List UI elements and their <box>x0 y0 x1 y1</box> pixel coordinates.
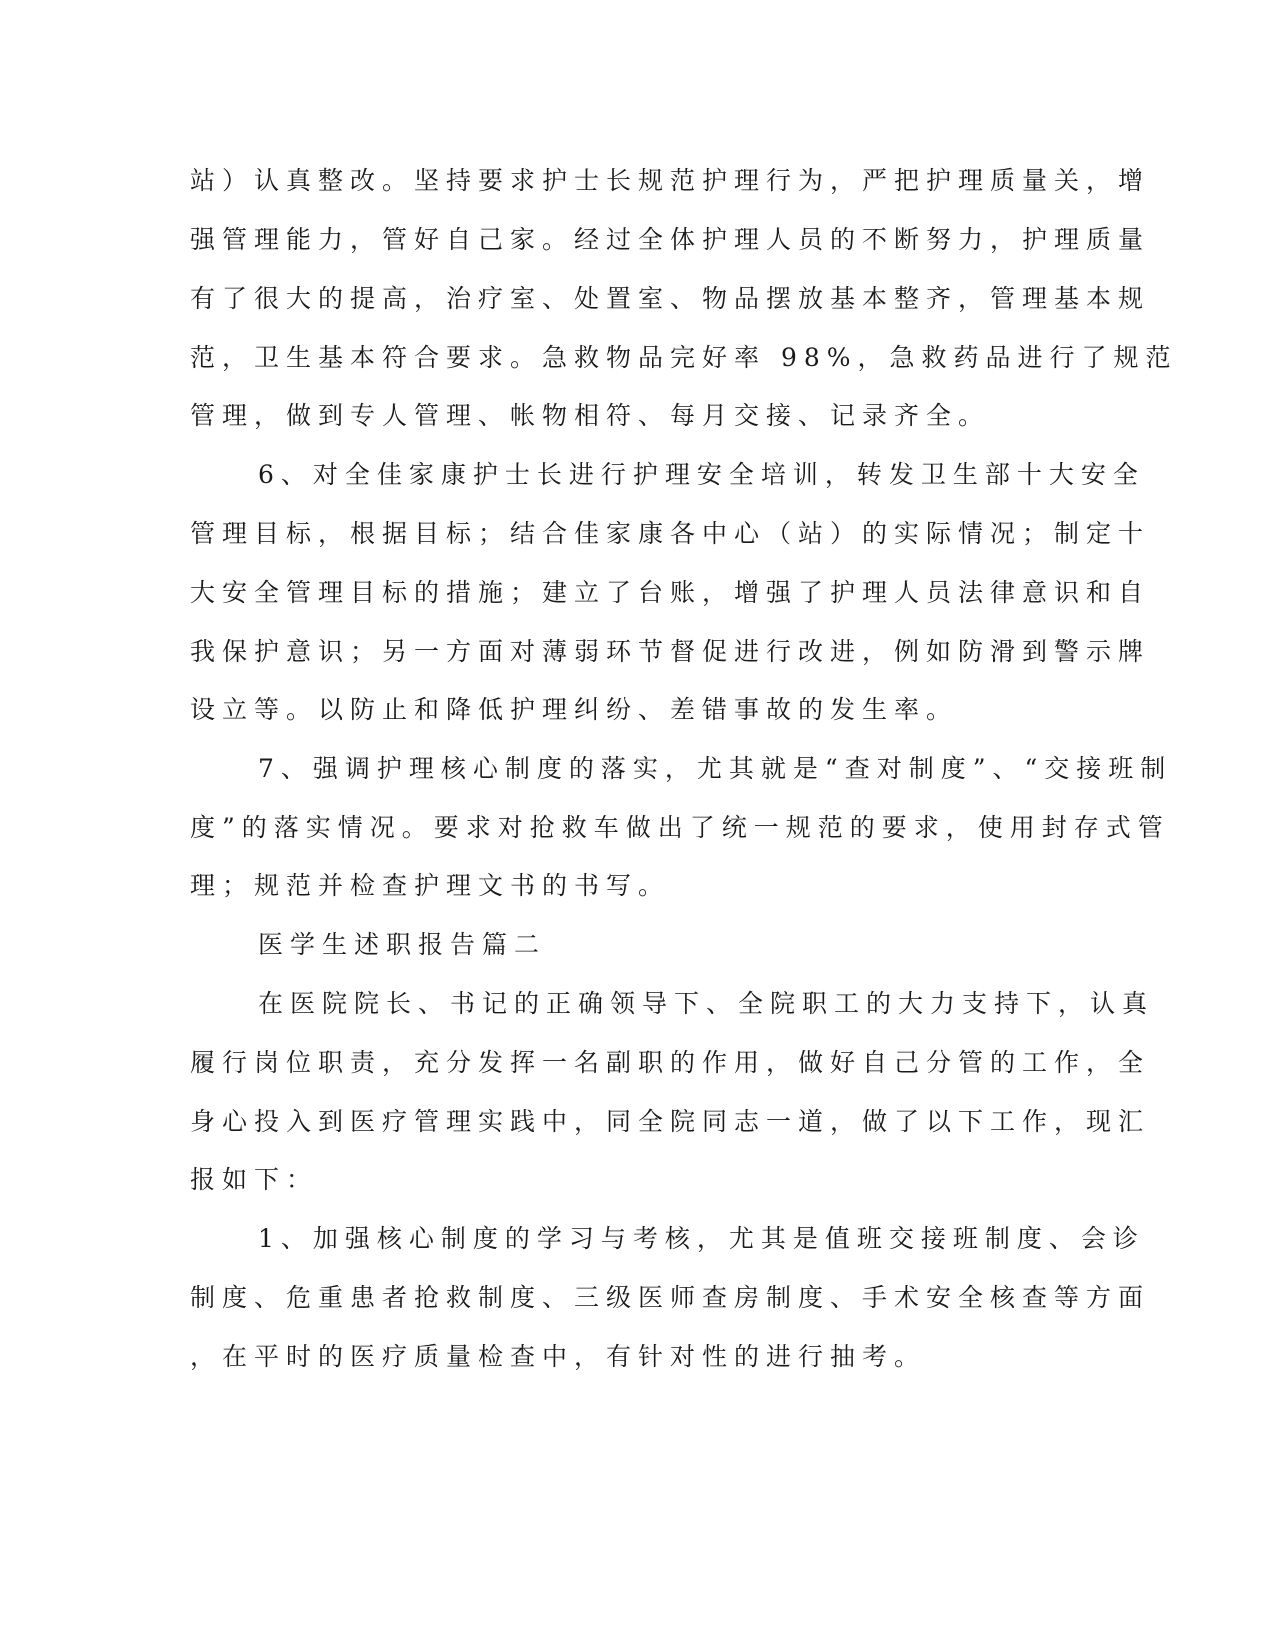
text-line: 身心投入到医疗管理实践中，同全院同志一道，做了以下工作，现汇 <box>190 1107 1151 1136</box>
text-line: 站）认真整改。坚持要求护士长规范护理行为，严把护理质量关，增 <box>190 166 1151 195</box>
paragraph-start: 6、对全佳家康护士长进行护理安全培训，转发卫生部十大安全 <box>258 460 1145 489</box>
text-line: 制度、危重患者抢救制度、三级医师查房制度、手术安全核查等方面 <box>190 1283 1151 1312</box>
text-line: 报如下： <box>190 1165 319 1194</box>
text-line: 管理目标，根据目标；结合佳家康各中心（站）的实际情况；制定十 <box>190 519 1151 548</box>
text-line: 有了很大的提高，治疗室、处置室、物品摆放基本整齐，管理基本规 <box>190 284 1151 313</box>
text-line: 范，卫生基本符合要求。急救物品完好率 98%，急救药品进行了规范 <box>190 343 1178 372</box>
text-line: 设立等。以防止和降低护理纠纷、差错事故的发生率。 <box>190 695 959 724</box>
section-heading: 医学生述职报告篇二 <box>258 930 547 959</box>
text-line: 管理，做到专人管理、帐物相符、每月交接、记录齐全。 <box>190 401 991 430</box>
text-line: 大安全管理目标的措施；建立了台账，增强了护理人员法律意识和自 <box>190 578 1151 607</box>
text-line: 强管理能力，管好自己家。经过全体护理人员的不断努力，护理质量 <box>190 225 1151 254</box>
paragraph-start: 7、强调护理核心制度的落实，尤其就是“查对制度”、“交接班制 <box>258 754 1173 783</box>
text-line: 我保护意识；另一方面对薄弱环节督促进行改进，例如防滑到警示牌 <box>190 637 1151 666</box>
text-line: 履行岗位职责，充分发挥一名副职的作用，做好自己分管的工作，全 <box>190 1048 1151 1077</box>
text-line: ，在平时的医疗质量检查中，有针对性的进行抽考。 <box>190 1342 927 1371</box>
paragraph-start: 1、加强核心制度的学习与考核，尤其是值班交接班制度、会诊 <box>258 1224 1145 1253</box>
text-line: 理；规范并检查护理文书的书写。 <box>190 871 671 900</box>
paragraph-start: 在医院院长、书记的正确领导下、全院职工的大力支持下，认真 <box>258 989 1155 1018</box>
text-line: 度”的落实情况。要求对抢救车做出了统一规范的要求，使用封存式管 <box>190 813 1170 842</box>
